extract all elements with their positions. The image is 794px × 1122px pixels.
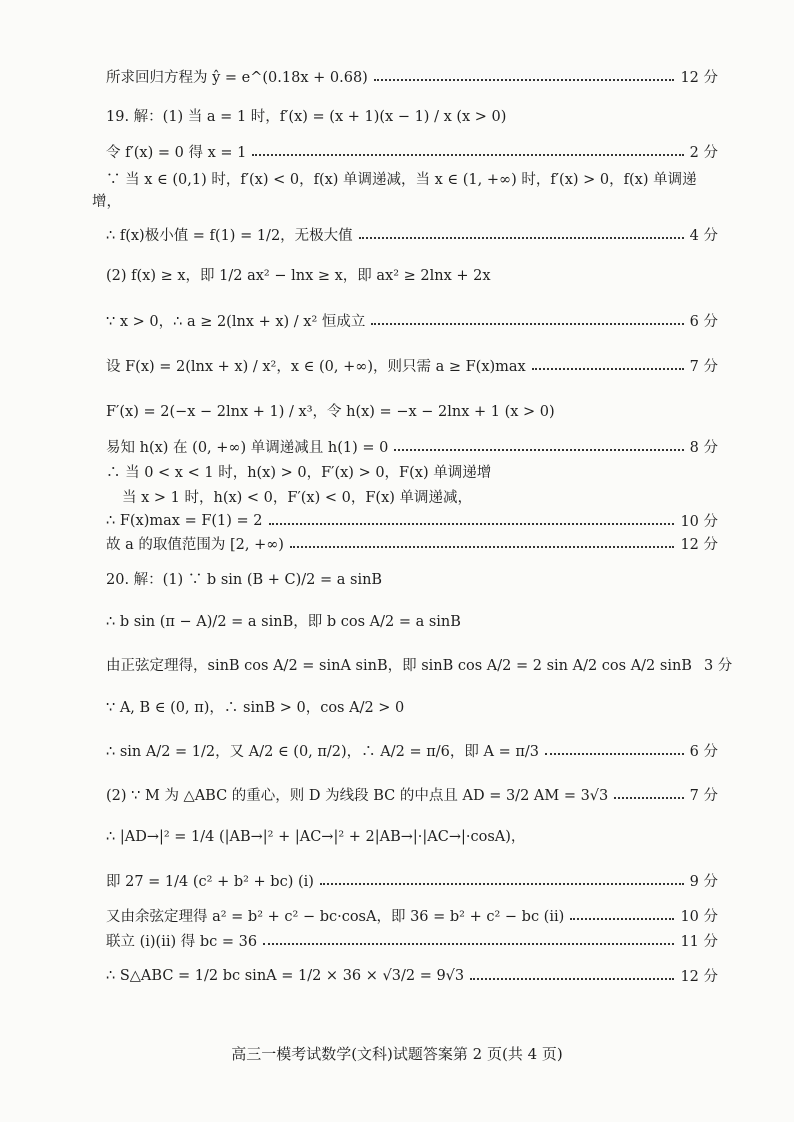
leader-dots bbox=[614, 796, 683, 799]
line-19-intro: 19. 解：(1) 当 a = 1 时，f′(x) = (x + 1)(x − 1) / x (x > 0) bbox=[106, 109, 507, 125]
leader-dots bbox=[374, 78, 675, 81]
leader-dots bbox=[263, 942, 674, 945]
leader-dots bbox=[545, 752, 684, 755]
line-20-sine-law: 由正弦定理得，sinB cos A/2 = sinA sinB，即 sinB cos A/2 = 2 sin A/2 cos A/2 sinB 3 分 bbox=[106, 658, 733, 674]
leader-dots bbox=[371, 322, 683, 325]
line-19-derivative-F: F′(x) = 2(−x − 2lnx + 1) / x³，令 h(x) = −x − 2lnx + 1 (x > 0) bbox=[106, 404, 555, 420]
line-19-h-decreasing: 易知 h(x) 在 (0, +∞) 单调递减且 h(1) = 0 8 分 bbox=[106, 440, 718, 456]
line-19-critical: 令 f′(x) = 0 得 x = 1 2 分 bbox=[106, 145, 718, 161]
line-19-inequality: ∵ x > 0，∴ a ≥ 2(lnx + x) / x² 恒成立 6 分 bbox=[106, 314, 718, 330]
line-20-simplify: ∴ b sin (π − A)/2 = a sinB，即 b cos A/2 = a sinB bbox=[106, 614, 461, 630]
line-20-eq-i: 即 27 = 1/4 (c² + b² + bc) (ⅰ) 9 分 bbox=[106, 874, 718, 890]
leader-dots bbox=[290, 545, 674, 548]
line-19-monotonic-cont: 增， bbox=[92, 194, 121, 210]
page-footer: 高三一模考试数学(文科)试题答案第 2 页(共 4 页) bbox=[231, 1045, 563, 1063]
line-20-angle-A: ∴ sin A/2 = 1/2，又 A/2 ∈ (0, π/2)，∴ A/2 = π/6，即 A = π/3 6 分 bbox=[106, 744, 718, 760]
leader-dots bbox=[394, 448, 683, 451]
line-19-range: 故 a 的取值范围为 [2, +∞) 12 分 bbox=[106, 537, 718, 553]
line-20-area: ∴ S△ABC = 1/2 bc sinA = 1/2 × 36 × √3/2 = 9√3 12 分 bbox=[106, 967, 718, 985]
leader-dots bbox=[359, 236, 684, 239]
line-20-combine: 联立 (ⅰ)(ⅱ) 得 bc = 36 11 分 bbox=[106, 934, 718, 950]
line-19-monotonic: ∵ 当 x ∈ (0,1) 时，f′(x) < 0，f(x) 单调递减，当 x ∈ (1, +∞) 时，f′(x) > 0，f(x) 单调递 bbox=[106, 172, 697, 188]
line-19-part2: (2) f(x) ≥ x，即 1/2 ax² − lnx ≥ x，即 ax² ≥ 2lnx + 2x bbox=[106, 268, 491, 284]
leader-dots bbox=[320, 882, 684, 885]
leader-dots bbox=[570, 917, 674, 920]
line-20-eq-ii: 又由余弦定理得 a² = b² + c² − bc·cosA，即 36 = b² + c² − bc (ⅱ) 10 分 bbox=[106, 909, 718, 925]
line-19-F-max: ∴ F(x)max = F(1) = 2 10 分 bbox=[106, 512, 718, 530]
line-19-minimum: ∴ f(x)极小值 = f(1) = 1/2，无极大值 4 分 bbox=[106, 228, 718, 244]
line-19-case-gt1: 当 x > 1 时，h(x) < 0，F′(x) < 0，F(x) 单调递减， bbox=[122, 490, 473, 506]
line-20-positive: ∵ A, B ∈ (0, π)，∴ sinB > 0，cos A/2 > 0 bbox=[106, 700, 405, 716]
line-20-vector: ∴ |AD→|² = 1/4 (|AB→|² + |AC→|² + 2|AB→|·|AC→|·cosA)， bbox=[106, 829, 526, 845]
leader-dots bbox=[269, 522, 675, 525]
line-20-intro: 20. 解：(1) ∵ b sin (B + C)/2 = a sinB bbox=[106, 572, 383, 588]
line-19-define-F: 设 F(x) = 2(lnx + x) / x²，x ∈ (0, +∞)，则只需 a ≥ F(x)max 7 分 bbox=[106, 359, 718, 375]
line-20-centroid: (2) ∵ M 为 △ABC 的重心，则 D 为线段 BC 的中点且 AD = 3/2 AM = 3√3 7 分 bbox=[106, 788, 718, 804]
leader-dots bbox=[532, 367, 684, 370]
line-regression: 所求回归方程为 ŷ = e^(0.18x + 0.68) 12 分 bbox=[106, 70, 718, 86]
leader-dots bbox=[470, 977, 674, 980]
leader-dots bbox=[252, 153, 683, 156]
line-19-case-lt1: ∴ 当 0 < x < 1 时，h(x) > 0，F′(x) > 0，F(x) 单调递增 bbox=[106, 465, 492, 481]
